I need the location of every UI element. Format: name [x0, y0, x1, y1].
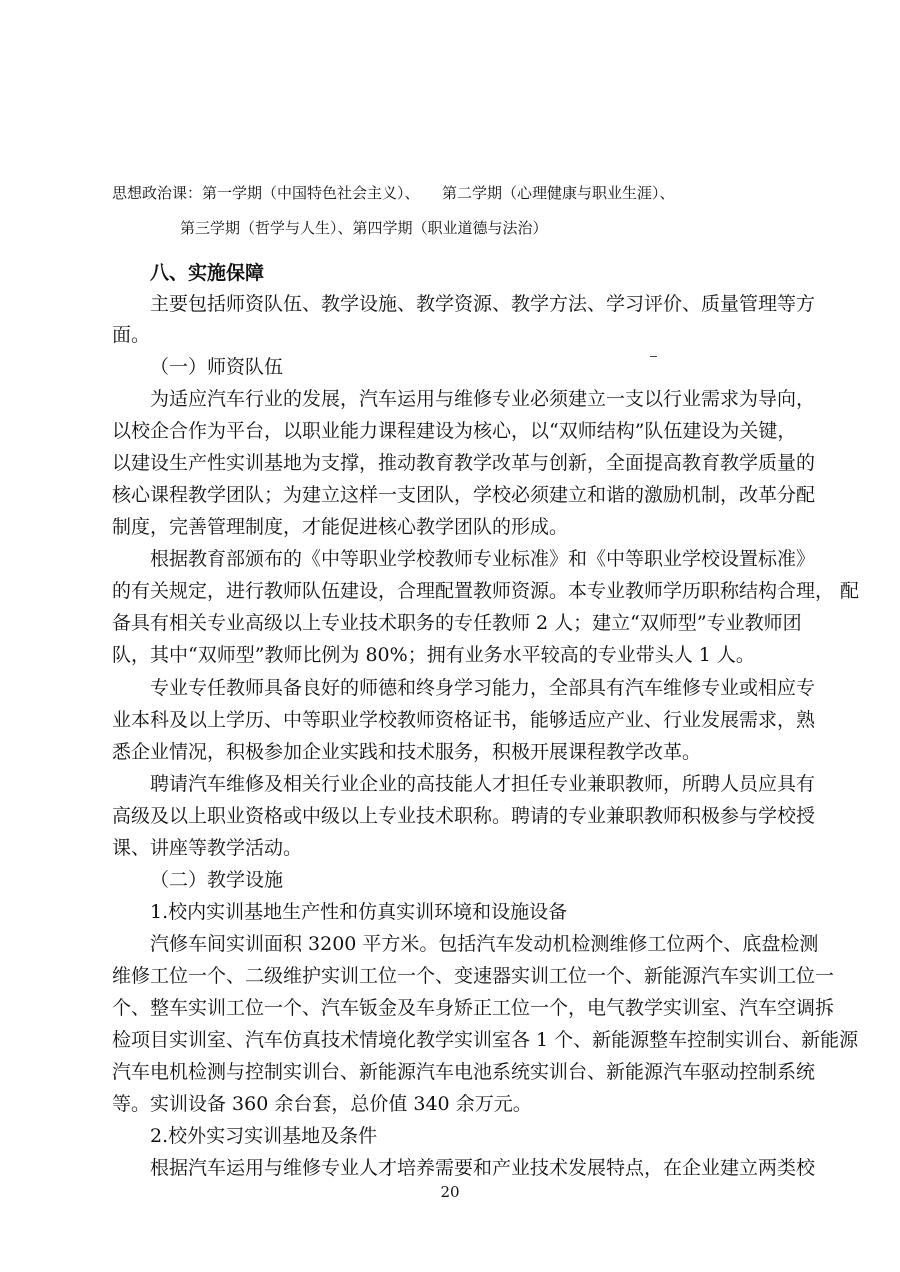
paragraph-line: 汽车电机检测与控制实训台、新能源汽车电池系统实训台、新能源汽车驱动控制系统	[112, 1061, 816, 1083]
paragraph-line: 的有关规定，进行教师队伍建设，合理配置教师资源。本专业教师学历职称结构合理， 配	[112, 580, 860, 602]
paragraph-line: 制度，完善管理制度，才能促进核心教学团队的形成。	[112, 516, 569, 538]
paragraph-line: 以校企合作为平台，以职业能力课程建设为核心，以“双师结构”队伍建设为关键，	[112, 420, 797, 442]
page-number: 20	[440, 1183, 460, 1201]
politics-line-2: 第三学期（哲学与人生）、第四学期（职业道德与法治）	[180, 219, 548, 237]
paragraph-line: 专业专任教师具备良好的师德和终身学习能力，全部具有汽车维修专业或相应专	[150, 677, 816, 699]
stray-mark	[650, 356, 657, 357]
subsection-heading: （一）师资队伍	[150, 356, 284, 378]
item-heading: 1.校内实训基地生产性和仿真实训环境和设施设备	[150, 901, 568, 923]
paragraph-line: 高级及以上职业资格或中级以上专业技术职称。聘请的专业兼职教师积极参与学校授	[112, 805, 816, 827]
paragraph-line: 队，其中“双师型”教师比例为 80%；拥有业务水平较高的专业带头人 1 人。	[112, 644, 755, 666]
paragraph-line: 为适应汽车行业的发展，汽车运用与维修专业必须建立一支以行业需求为导向，	[150, 388, 816, 410]
item-heading: 2.校外实习实训基地及条件	[150, 1125, 378, 1147]
paragraph-line: 聘请汽车维修及相关行业企业的高技能人才担任专业兼职教师，所聘人员应具有	[150, 773, 816, 795]
paragraph-line: 核心课程教学团队；为建立这样一支团队，学校必须建立和谐的激励机制，改革分配	[112, 484, 816, 506]
paragraph-line: 根据汽车运用与维修专业人才培养需要和产业技术发展特点，在企业建立两类校	[150, 1157, 816, 1179]
paragraph-line: 维修工位一个、二级维护实训工位一个、变速器实训工位一个、新能源汽车实训工位一	[112, 965, 835, 987]
paragraph-line: 等。实训设备 360 余台套，总价值 340 余万元。	[112, 1093, 532, 1115]
paragraph-line: 以建设生产性实训基地为支撑，推动教育教学改革与创新，全面提高教育教学质量的	[112, 452, 816, 474]
paragraph-line: 根据教育部颁布的《中等职业学校教师专业标准》和《中等职业学校设置标准》	[150, 548, 816, 570]
paragraph-line: 主要包括师资队伍、教学设施、教学资源、教学方法、学习评价、质量管理等方	[150, 293, 816, 315]
paragraph-line: 备具有相关专业高级以上专业技术职务的专任教师 2 人；建立“双师型”专业教师团	[112, 612, 802, 634]
paragraph-line: 个、整车实训工位一个、汽车钣金及车身矫正工位一个，电气教学实训室、汽车空调拆	[112, 997, 835, 1019]
paragraph-line: 汽修车间实训面积 3200 平方米。包括汽车发动机检测维修工位两个、底盘检测	[150, 933, 819, 955]
paragraph-line: 业本科及以上学历、中等职业学校教师资格证书，能够适应产业、行业发展需求，熟	[112, 709, 816, 731]
subsection-heading: （二）教学设施	[150, 869, 284, 891]
section-heading: 八、实施保障	[150, 262, 265, 284]
paragraph-line: 课、讲座等教学活动。	[112, 837, 303, 859]
paragraph-line: 悉企业情况，积极参加企业实践和技术服务，积极开展课程教学改革。	[112, 741, 702, 763]
politics-line-1: 思想政治课：第一学期（中国特色社会主义）、 第二学期（心理健康与职业生涯）、	[112, 184, 675, 202]
paragraph-line: 检项目实训室、汽车仿真技术情境化教学实训室各 1 个、新能源整车控制实训台、新能源	[112, 1029, 859, 1051]
paragraph-line: 面。	[112, 324, 151, 346]
